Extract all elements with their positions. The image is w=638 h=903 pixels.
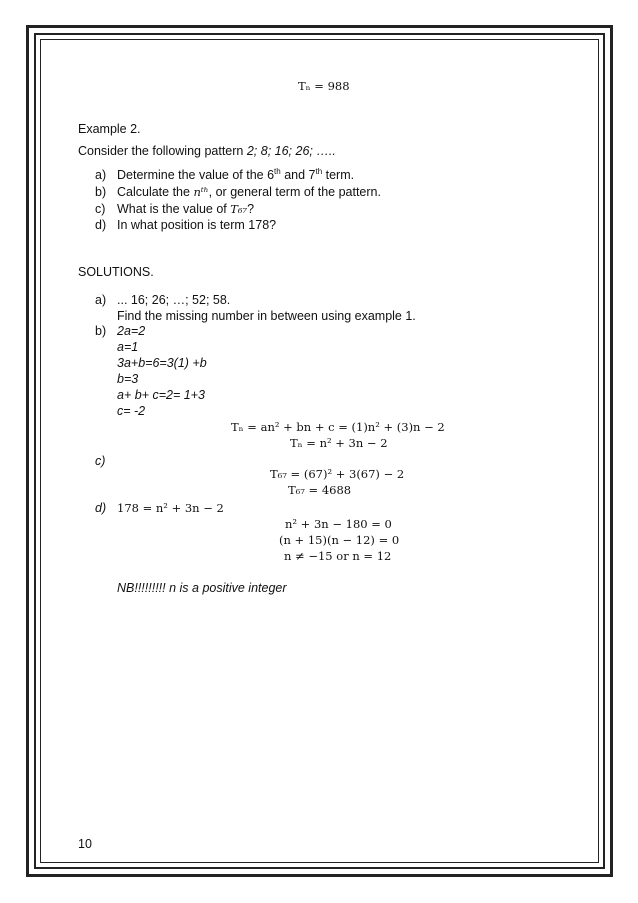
question-text: term. (322, 168, 355, 182)
note: NB!!!!!!!!! n is a positive integer (117, 581, 287, 595)
pattern-sequence: 2; 8; 16; 26; ….. (246, 144, 336, 158)
solution-b-equation: Tₙ = an² + bn + c = (1)n² + (3)n − 2 (231, 420, 445, 434)
question-b (95, 184, 381, 200)
solution-a-line2: Find the missing number in between using example 1. (117, 309, 416, 323)
solution-b-step: 3a+b=6=3(1) +b (117, 356, 207, 370)
math-inline: T₆₇ (230, 202, 248, 216)
solution-b-step: c= -2 (117, 404, 146, 418)
example-intro (78, 143, 336, 159)
solution-d-equation: 178 = n² + 3n − 2 (117, 501, 224, 515)
question-text: Calculate the (117, 185, 194, 199)
solution-a-marker: a) (95, 293, 107, 307)
solution-b-marker: b) (95, 324, 107, 338)
question-marker: a) (95, 168, 107, 182)
solution-a-line1: ... 16; 26; …; 52; 58. (117, 293, 231, 307)
question-text: Determine the value of the 6 (117, 168, 275, 182)
question-marker: c) (95, 202, 106, 216)
solution-d-equation: n² + 3n − 180 = 0 (285, 517, 392, 531)
solution-b-step: b=3 (117, 372, 139, 386)
question-a (95, 167, 354, 183)
question-text: and 7 (280, 168, 316, 182)
question-text: , or general term of the pattern. (208, 185, 381, 199)
solution-c-equation: T₆₇ = (67)² + 3(67) − 2 (270, 467, 405, 481)
superscript: th (274, 166, 281, 176)
solution-b-step: a=1 (117, 340, 139, 354)
math-inline: nᵗʰ (193, 185, 209, 199)
question-text: In what position is term 178? (117, 218, 277, 232)
question-text: What is the value of (117, 202, 231, 216)
solution-c-marker: c) (95, 454, 106, 468)
solution-c-equation: T₆₇ = 4688 (288, 483, 352, 497)
question-marker: d) (95, 218, 107, 232)
solution-b-step: a+ b+ c=2= 1+3 (117, 388, 205, 402)
question-text: ? (247, 202, 255, 216)
solution-d-marker: d) (95, 501, 107, 515)
question-c (95, 201, 254, 217)
solution-d-equation: (n + 15)(n − 12) = 0 (279, 533, 400, 547)
solutions-title: SOLUTIONS. (78, 265, 154, 279)
solution-b-equation: Tₙ = n² + 3n − 2 (290, 436, 388, 450)
top-equation: Tₙ = 988 (298, 79, 350, 93)
example-title: Example 2. (78, 122, 141, 136)
question-d (95, 217, 276, 233)
page-number: 10 (78, 837, 92, 851)
intro-text: Consider the following pattern (78, 144, 244, 158)
solution-b-step: 2a=2 (117, 324, 146, 338)
superscript: th (315, 166, 323, 176)
page-border-inner (40, 39, 599, 863)
solution-d-equation: n ≠ −15 or n = 12 (284, 549, 392, 563)
question-marker: b) (95, 185, 107, 199)
